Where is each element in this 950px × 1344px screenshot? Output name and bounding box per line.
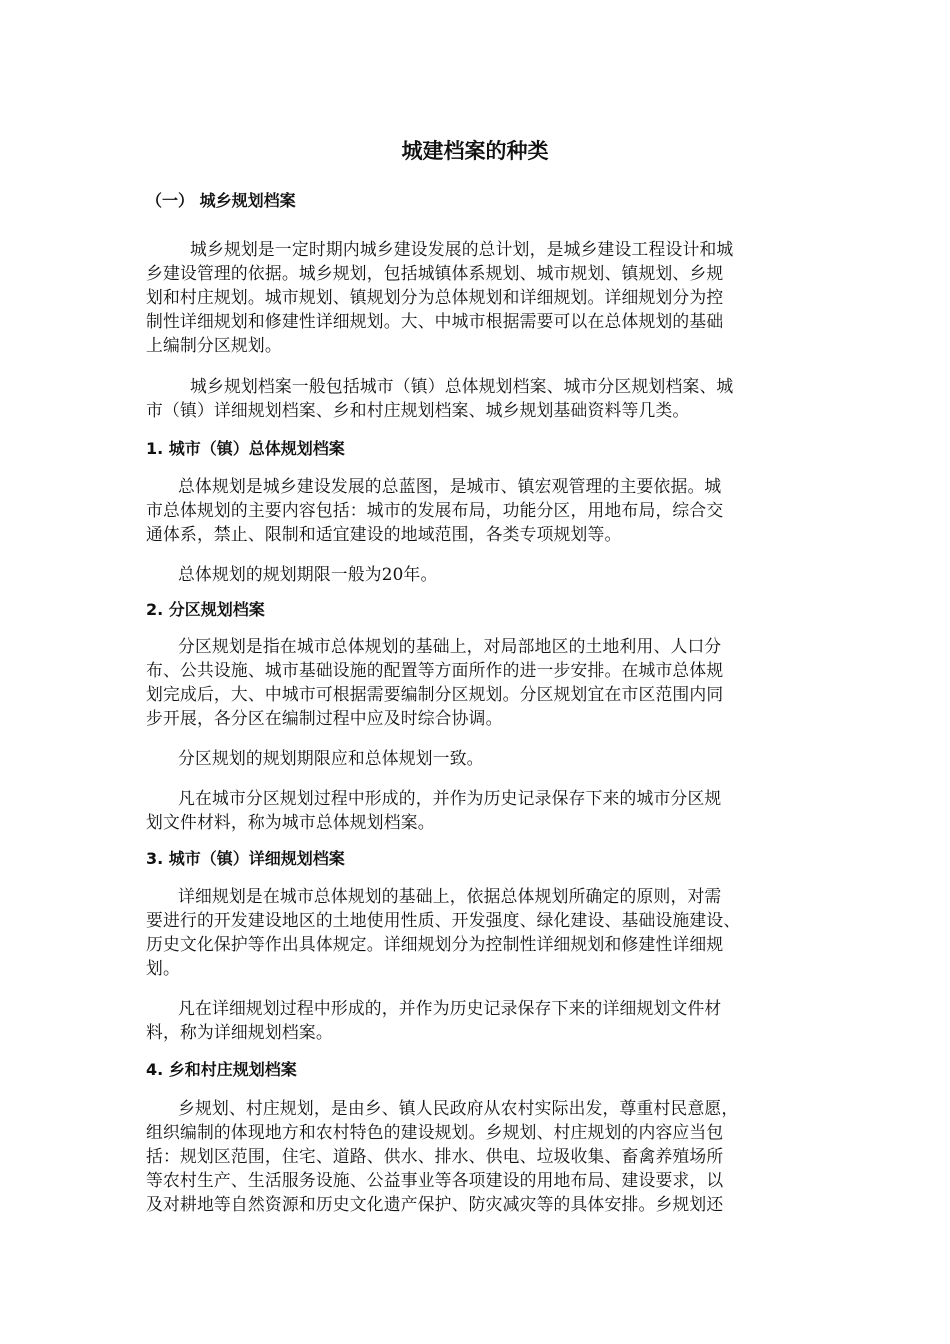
text-line: 分区规划的规划期限应和总体规划一致。: [178, 748, 484, 768]
text-line: 凡在详细规划过程中形成的，并作为历史记录保存下来的详细规划文件材: [178, 998, 722, 1018]
text-line: 料，称为详细规划档案。: [146, 1022, 333, 1042]
text-line: 乡规划、村庄规划，是由乡、镇人民政府从农村实际出发，尊重村民意愿，: [178, 1098, 739, 1118]
subheading-master-plan-archive: 1. 城市（镇）总体规划档案: [146, 439, 345, 458]
text-line: 步开展，各分区在编制过程中应及时综合协调。: [146, 708, 503, 728]
subheading-district-plan-archive: 2. 分区规划档案: [146, 600, 265, 619]
paragraph-district-plan-archive-definition: [146, 786, 806, 834]
document-title: 城建档案的种类: [401, 139, 549, 163]
text-line: 总体规划是城乡建设发展的总蓝图，是城市、镇宏观管理的主要依据。城: [178, 476, 722, 496]
text-line: 制性详细规划和修建性详细规划。大、中城市根据需要可以在总体规划的基础: [146, 311, 724, 331]
text-line: 组织编制的体现地方和农村特色的建设规划。乡规划、村庄规划的内容应当包: [146, 1122, 724, 1142]
paragraph-township-village-plan-definition: [146, 1096, 806, 1216]
paragraph-district-plan-definition: [146, 634, 806, 730]
text-line: 括：规划区范围，住宅、道路、供水、排水、供电、垃圾收集、畜禽养殖场所: [146, 1146, 724, 1166]
text-line: 布、公共设施、城市基础设施的配置等方面所作的进一步安排。在城市总体规: [146, 660, 724, 680]
text-line: 历史文化保护等作出具体规定。详细规划分为控制性详细规划和修建性详细规: [146, 934, 724, 954]
text-line: 上编制分区规划。: [146, 335, 282, 355]
text-line: 划和村庄规划。城市规划、镇规划分为总体规划和详细规划。详细规划分为控: [146, 287, 724, 307]
text-line: 划。: [146, 958, 180, 978]
text-line: 城乡规划档案一般包括城市（镇）总体规划档案、城市分区规划档案、城: [190, 376, 734, 396]
text-line: 详细规划是在城市总体规划的基础上，依据总体规划所确定的原则，对需: [178, 886, 722, 906]
text-line: 等农村生产、生活服务设施、公益事业等各项建设的用地布局、建设要求，以: [146, 1170, 724, 1190]
text-line: 划文件材料，称为城市总体规划档案。: [146, 812, 435, 832]
paragraph-detailed-plan-definition: [146, 884, 806, 980]
text-line: 市总体规划的主要内容包括：城市的发展布局，功能分区，用地布局，综合交: [146, 500, 724, 520]
subheading-township-village-plan-archive: 4. 乡和村庄规划档案: [146, 1060, 297, 1079]
text-line: 分区规划是指在城市总体规划的基础上，对局部地区的土地利用、人口分: [178, 636, 722, 656]
paragraph-archive-categories: [146, 374, 806, 422]
text-line: 要进行的开发建设地区的土地使用性质、开发强度、绿化建设、基础设施建设、: [146, 910, 741, 930]
text-line: 城乡规划是一定时期内城乡建设发展的总计划，是城乡建设工程设计和城: [190, 239, 734, 259]
paragraph-detailed-plan-archive-definition: [146, 996, 806, 1044]
text-line: 市（镇）详细规划档案、乡和村庄规划档案、城乡规划基础资料等几类。: [146, 400, 690, 420]
paragraph-district-plan-period: [146, 746, 806, 770]
text-line: 划完成后，大、中城市可根据需要编制分区规划。分区规划宜在市区范围内同: [146, 684, 724, 704]
text-line: 凡在城市分区规划过程中形成的，并作为历史记录保存下来的城市分区规: [178, 788, 722, 808]
text-line: 通体系，禁止、限制和适宜建设的地域范围，各类专项规划等。: [146, 524, 622, 544]
text-line: 及对耕地等自然资源和历史文化遗产保护、防灾减灾等的具体安排。乡规划还: [146, 1194, 724, 1214]
subheading-detailed-plan-archive: 3. 城市（镇）详细规划档案: [146, 849, 345, 868]
section-heading: （一） 城乡规划档案: [146, 191, 296, 210]
paragraph-master-plan-period: [146, 562, 806, 586]
paragraph-master-plan-definition: [146, 474, 806, 546]
text-line: 总体规划的规划期限一般为20年。: [178, 564, 438, 584]
paragraph-urban-rural-planning-definition: [146, 237, 806, 357]
text-line: 乡建设管理的依据。城乡规划，包括城镇体系规划、城市规划、镇规划、乡规: [146, 263, 724, 283]
